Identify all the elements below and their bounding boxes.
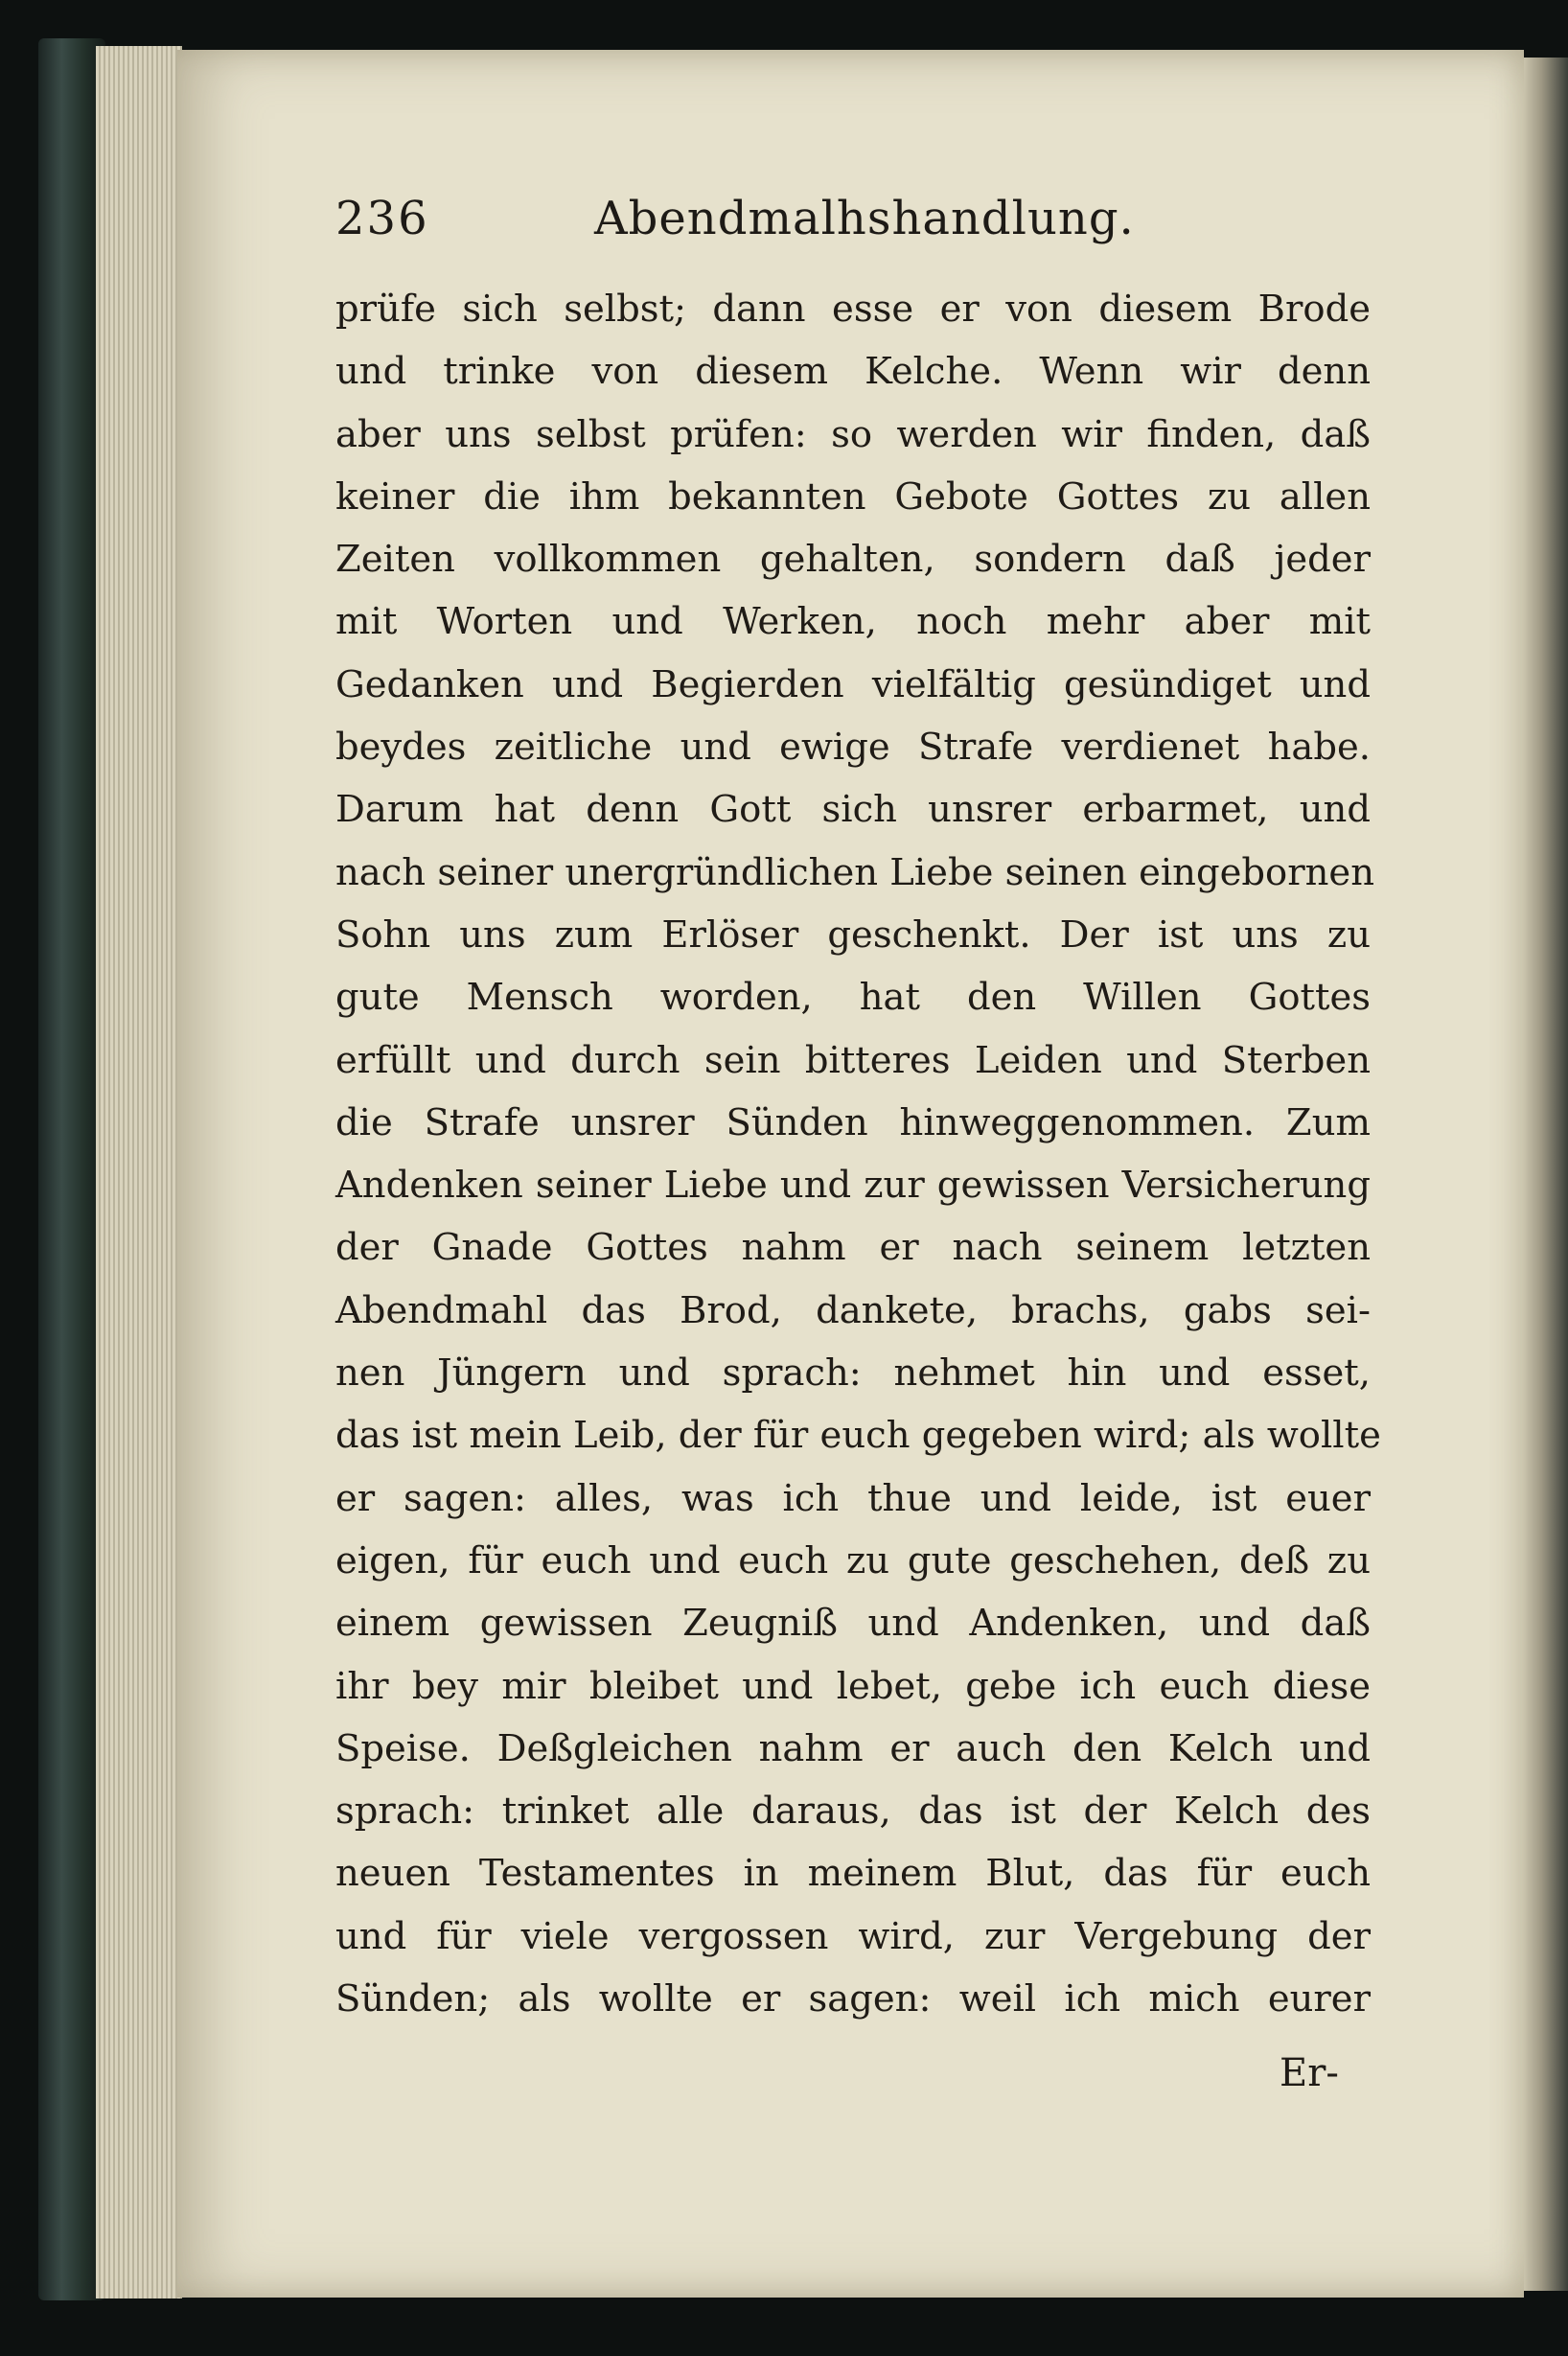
text-line: gute Mensch worden, hat den Willen Gottes (335, 976, 1371, 1020)
text-line: aber uns selbst prüfen: so werden wir finden, daß (335, 412, 1371, 456)
page-number: 236 (335, 192, 429, 245)
text-line: er sagen: alles, was ich thue und leide, ist euer (335, 1476, 1371, 1520)
text-line: und trinke von diesem Kelche. Wenn wir denn (335, 350, 1371, 394)
body-text (335, 278, 1381, 2030)
text-line: einem gewissen Zeugniß und Andenken, und daß (335, 1602, 1371, 1646)
text-line: Darum hat denn Gott sich unsrer erbarmet, und (335, 788, 1371, 832)
text-line: nach seiner unergründlichen Liebe seinen eingebornen (335, 850, 1375, 894)
text-line: der Gnade Gottes nahm er nach seinem letzten (335, 1226, 1371, 1270)
text-line: Abendmahl das Brod, dankete, brachs, gabs sei- (335, 1288, 1371, 1332)
text-line: und für viele vergossen wird, zur Vergebung der (335, 1914, 1371, 1958)
text-line: die Strafe unsrer Sünden hinweggenommen. Zum (335, 1100, 1371, 1144)
text-line: Zeiten vollkommen gehalten, sondern daß jeder (335, 538, 1371, 582)
text-line: Andenken seiner Liebe und zur gewissen Versicherung (335, 1164, 1371, 1208)
facing-page-edge (1524, 58, 1568, 2291)
text-line: das ist mein Leib, der für euch gegeben wird; als wollte (335, 1414, 1381, 1458)
page-header (335, 192, 1361, 259)
text-line: Sohn uns zum Erlöser geschenkt. Der ist uns zu (335, 912, 1371, 957)
text-line: eigen, für euch und euch zu gute geschehen, deß zu (335, 1538, 1371, 1582)
text-line: keiner die ihm bekannten Gebote Gottes zu allen (335, 474, 1371, 519)
text-line: sprach: trinket alle daraus, das ist der Kelch des (335, 1790, 1371, 1834)
page-edges (96, 46, 182, 2298)
text-line: prüfe sich selbst; dann esse er von diesem Brode (335, 288, 1371, 331)
running-head: Abendmalhshandlung. (594, 192, 1135, 245)
text-line: erfüllt und durch sein bitteres Leiden und Sterben (335, 1038, 1371, 1082)
text-line: neuen Testamentes in meinem Blut, das für euch (335, 1852, 1371, 1896)
text-line: mit Worten und Werken, noch mehr aber mit (335, 600, 1371, 644)
catchword: Er- (1280, 2051, 1339, 2095)
text-line: nen Jüngern und sprach: nehmet hin und esset, (335, 1351, 1371, 1396)
text-line: Sünden; als wollte er sagen: weil ich mich eurer (335, 1977, 1371, 2021)
text-line: Speise. Deßgleichen nahm er auch den Kelch und (335, 1726, 1371, 1770)
text-line: beydes zeitliche und ewige Strafe verdienet habe. (335, 726, 1371, 770)
text-line: Gedanken und Begierden vielfältig gesündiget und (335, 662, 1371, 706)
text-line: ihr bey mir bleibet und lebet, gebe ich euch diese (335, 1664, 1371, 1708)
